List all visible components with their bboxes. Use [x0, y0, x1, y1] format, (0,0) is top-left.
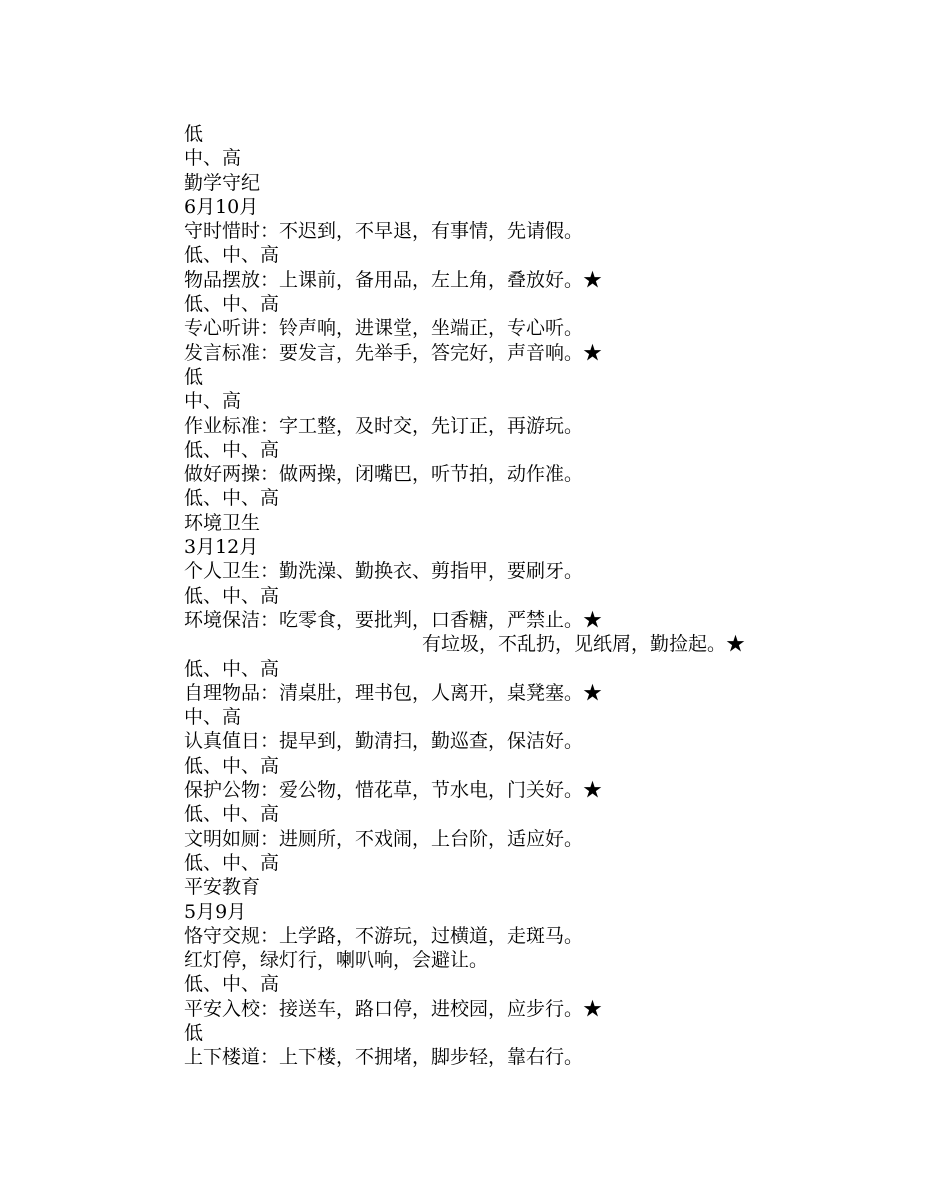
text-line: 低 — [184, 1021, 204, 1044]
text-line: 5月9月 — [184, 900, 247, 923]
document-body — [184, 122, 924, 1070]
text-line: 环境保洁：吃零食，要批判，口香糖，严禁止。★ — [184, 608, 603, 631]
text-line: 文明如厕：进厕所，不戏闹，上台阶，适应好。 — [184, 827, 584, 850]
text-line: 恪守交规：上学路，不游玩，过横道，走斑马。 — [184, 924, 584, 947]
text-line: 作业标准：字工整，及时交，先订正，再游玩。 — [184, 414, 584, 437]
text-line: 有垃圾，不乱扔，见纸屑，勤捡起。★ — [422, 633, 746, 656]
text-line: 平安入校：接送车，路口停，进校园，应步行。★ — [184, 997, 603, 1020]
text-line: 保护公物：爱公物，惜花草，节水电，门关好。★ — [184, 779, 603, 802]
text-line: 6月10月 — [184, 195, 259, 218]
text-line: 低、中、高 — [184, 803, 280, 826]
text-line: 3月12月 — [184, 536, 259, 559]
text-line: 低、中、高 — [184, 657, 280, 680]
text-line: 中、高 — [184, 147, 242, 170]
text-line: 低、中、高 — [184, 487, 280, 510]
text-line: 中、高 — [184, 706, 242, 729]
text-line: 低、中、高 — [184, 584, 280, 607]
text-line: 认真值日：提早到，勤清扫，勤巡查，保洁好。 — [184, 730, 584, 753]
text-line: 中、高 — [184, 390, 242, 413]
text-line: 低 — [184, 365, 204, 388]
text-line: 平安教育 — [184, 876, 261, 899]
text-line: 上下楼道：上下楼，不拥堵，脚步轻，靠右行。 — [184, 1046, 584, 1069]
text-line: 做好两操：做两操，闭嘴巴，听节拍，动作准。 — [184, 463, 584, 486]
text-line: 低、中、高 — [184, 244, 280, 267]
text-line: 个人卫生：勤洗澡、勤换衣、剪指甲，要刷牙。 — [184, 560, 584, 583]
text-line: 勤学守纪 — [184, 171, 261, 194]
text-line: 低、中、高 — [184, 973, 280, 996]
text-line: 发言标准：要发言，先举手，答完好，声音响。★ — [184, 341, 603, 364]
text-line: 环境卫生 — [184, 511, 261, 534]
text-line: 低、中、高 — [184, 293, 280, 316]
text-line: 低、中、高 — [184, 851, 280, 874]
text-line: 守时惜时：不迟到，不早退，有事情，先请假。 — [184, 220, 584, 243]
text-line: 红灯停，绿灯行，喇叭响，会避让。 — [184, 949, 489, 972]
text-line: 专心听讲：铃声响，进课堂，坐端正，专心听。 — [184, 317, 584, 340]
text-line: 自理物品：清桌肚，理书包，人离开，桌凳塞。★ — [184, 681, 603, 704]
text-line: 低、中、高 — [184, 438, 280, 461]
text-line: 低 — [184, 123, 204, 145]
text-line: 物品摆放：上课前，备用品，左上角，叠放好。★ — [184, 268, 603, 291]
text-line: 低、中、高 — [184, 754, 280, 777]
